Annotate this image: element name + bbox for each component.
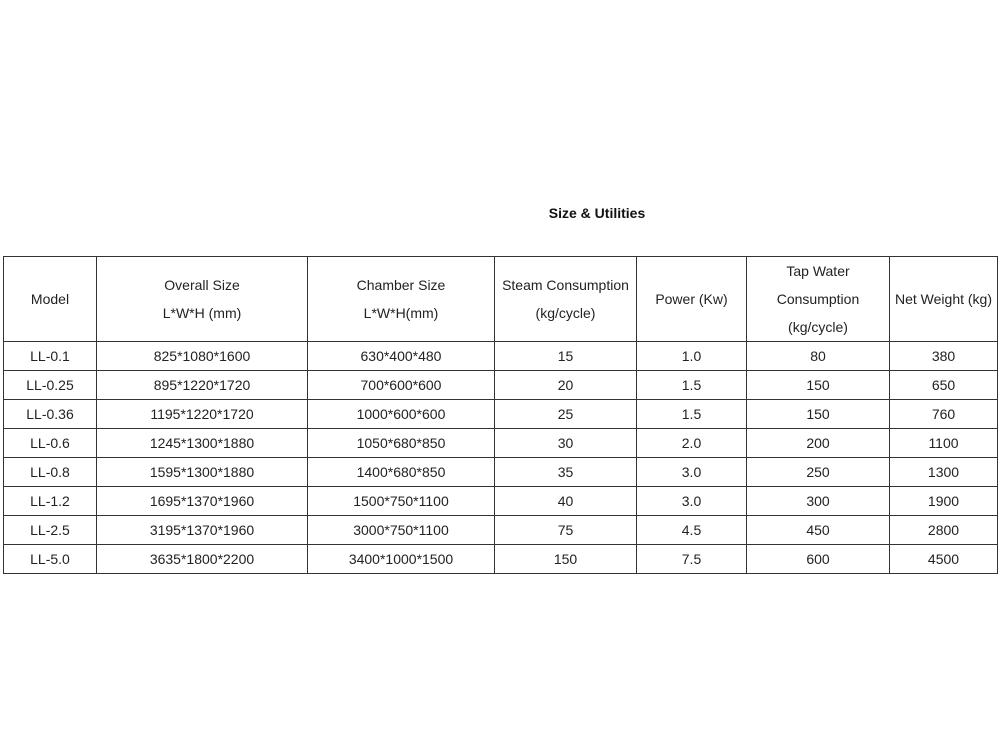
cell-tap-water: 200 <box>747 429 890 458</box>
header-overall-size: Overall Size L*W*H (mm) <box>97 257 308 342</box>
cell-steam: 150 <box>495 545 637 574</box>
cell-net-weight: 650 <box>890 371 998 400</box>
cell-steam: 20 <box>495 371 637 400</box>
cell-net-weight: 760 <box>890 400 998 429</box>
cell-power: 3.0 <box>637 458 747 487</box>
cell-chamber-size: 1400*680*850 <box>308 458 495 487</box>
cell-overall-size: 1695*1370*1960 <box>97 487 308 516</box>
cell-power: 7.5 <box>637 545 747 574</box>
cell-tap-water: 150 <box>747 400 890 429</box>
header-chamber-size: Chamber Size L*W*H(mm) <box>308 257 495 342</box>
cell-chamber-size: 3400*1000*1500 <box>308 545 495 574</box>
cell-model: LL-0.36 <box>4 400 97 429</box>
cell-overall-size: 1245*1300*1880 <box>97 429 308 458</box>
table-row <box>4 516 998 545</box>
cell-steam: 40 <box>495 487 637 516</box>
cell-net-weight: 1100 <box>890 429 998 458</box>
table-row <box>4 487 998 516</box>
cell-chamber-size: 1000*600*600 <box>308 400 495 429</box>
cell-power: 4.5 <box>637 516 747 545</box>
cell-power: 1.5 <box>637 371 747 400</box>
header-model: Model <box>4 257 97 342</box>
cell-tap-water: 450 <box>747 516 890 545</box>
cell-model: LL-1.2 <box>4 487 97 516</box>
cell-overall-size: 895*1220*1720 <box>97 371 308 400</box>
cell-tap-water: 250 <box>747 458 890 487</box>
cell-overall-size: 825*1080*1600 <box>97 342 308 371</box>
cell-model: LL-0.6 <box>4 429 97 458</box>
cell-chamber-size: 700*600*600 <box>308 371 495 400</box>
cell-tap-water: 300 <box>747 487 890 516</box>
cell-model: LL-0.8 <box>4 458 97 487</box>
cell-power: 2.0 <box>637 429 747 458</box>
size-utilities-table <box>3 256 998 574</box>
cell-net-weight: 380 <box>890 342 998 371</box>
cell-steam: 30 <box>495 429 637 458</box>
cell-overall-size: 3195*1370*1960 <box>97 516 308 545</box>
cell-power: 3.0 <box>637 487 747 516</box>
header-net-weight: Net Weight (kg) <box>890 257 998 342</box>
cell-steam: 25 <box>495 400 637 429</box>
cell-tap-water: 600 <box>747 545 890 574</box>
table-row <box>4 371 998 400</box>
cell-chamber-size: 3000*750*1100 <box>308 516 495 545</box>
cell-net-weight: 1900 <box>890 487 998 516</box>
cell-steam: 15 <box>495 342 637 371</box>
cell-tap-water: 80 <box>747 342 890 371</box>
table-title: Size & Utilities <box>548 205 646 221</box>
cell-model: LL-0.25 <box>4 371 97 400</box>
cell-tap-water: 150 <box>747 371 890 400</box>
cell-net-weight: 2800 <box>890 516 998 545</box>
cell-steam: 75 <box>495 516 637 545</box>
table-row <box>4 400 998 429</box>
cell-power: 1.5 <box>637 400 747 429</box>
header-steam-consumption: Steam Consumption (kg/cycle) <box>495 257 637 342</box>
header-tap-water: Tap Water Consumption (kg/cycle) <box>747 257 890 342</box>
header-power: Power (Kw) <box>637 257 747 342</box>
cell-overall-size: 1595*1300*1880 <box>97 458 308 487</box>
table-row <box>4 458 998 487</box>
cell-steam: 35 <box>495 458 637 487</box>
cell-net-weight: 1300 <box>890 458 998 487</box>
cell-model: LL-0.1 <box>4 342 97 371</box>
table-row <box>4 545 998 574</box>
cell-overall-size: 3635*1800*2200 <box>97 545 308 574</box>
cell-chamber-size: 1500*750*1100 <box>308 487 495 516</box>
cell-power: 1.0 <box>637 342 747 371</box>
table-row <box>4 429 998 458</box>
cell-model: LL-2.5 <box>4 516 97 545</box>
cell-net-weight: 4500 <box>890 545 998 574</box>
cell-chamber-size: 1050*680*850 <box>308 429 495 458</box>
header-row <box>4 257 998 342</box>
cell-chamber-size: 630*400*480 <box>308 342 495 371</box>
table-row <box>4 342 998 371</box>
cell-overall-size: 1195*1220*1720 <box>97 400 308 429</box>
cell-model: LL-5.0 <box>4 545 97 574</box>
